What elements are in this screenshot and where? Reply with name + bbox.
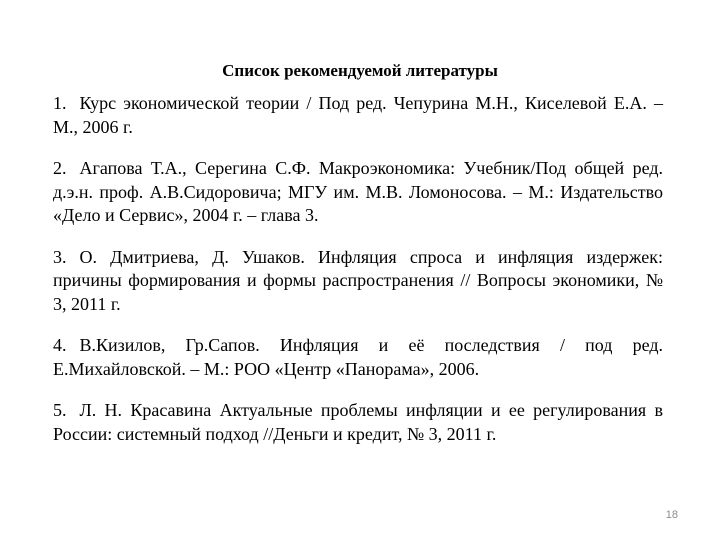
reference-number: 1.: [53, 93, 67, 113]
reference-text: Агапова Т.А., Серегина С.Ф. Макроэкономика: Учебник/Под общей ред. д.э.н. проф. А.В.Сидоровича; МГУ им. М.В. Ломоносова. – М.: Издательство «Дело и Сервис», 2004 г. – глава 3.: [53, 158, 663, 225]
reference-text: В.Кизилов, Гр.Сапов. Инфляция и её последствия / под ред. Е.Михайловской. – М.: РОО «Центр «Панорама», 2006.: [53, 335, 663, 379]
reference-item-5: [53, 399, 663, 446]
reference-item-4: [53, 334, 663, 381]
reference-item-1: [53, 92, 663, 139]
page-number: 18: [665, 509, 678, 521]
reference-text: Л. Н. Красавина Актуальные проблемы инфляции и ее регулирования в России: системный подход //Деньги и кредит, № 3, 2011 г.: [53, 400, 663, 444]
reference-number: 2.: [53, 158, 67, 178]
page-title: Список рекомендуемой литературы: [222, 61, 498, 80]
reference-number: 3.: [53, 246, 67, 267]
reference-number: 4.: [53, 335, 67, 355]
reference-item-2: [53, 157, 663, 228]
reference-text: Курс экономической теории / Под ред. Чепурина М.Н., Киселевой Е.А. – М., 2006 г.: [53, 93, 663, 137]
reference-list: [53, 92, 663, 446]
reference-item-3: [53, 246, 663, 317]
reference-text: О. Дмитриева, Д. Ушаков. Инфляция спроса и инфляция издержек: причины формирования и формы распространения // Вопросы экономики, № 3, 2011 г.: [53, 246, 663, 314]
reference-number: 5.: [53, 400, 67, 420]
